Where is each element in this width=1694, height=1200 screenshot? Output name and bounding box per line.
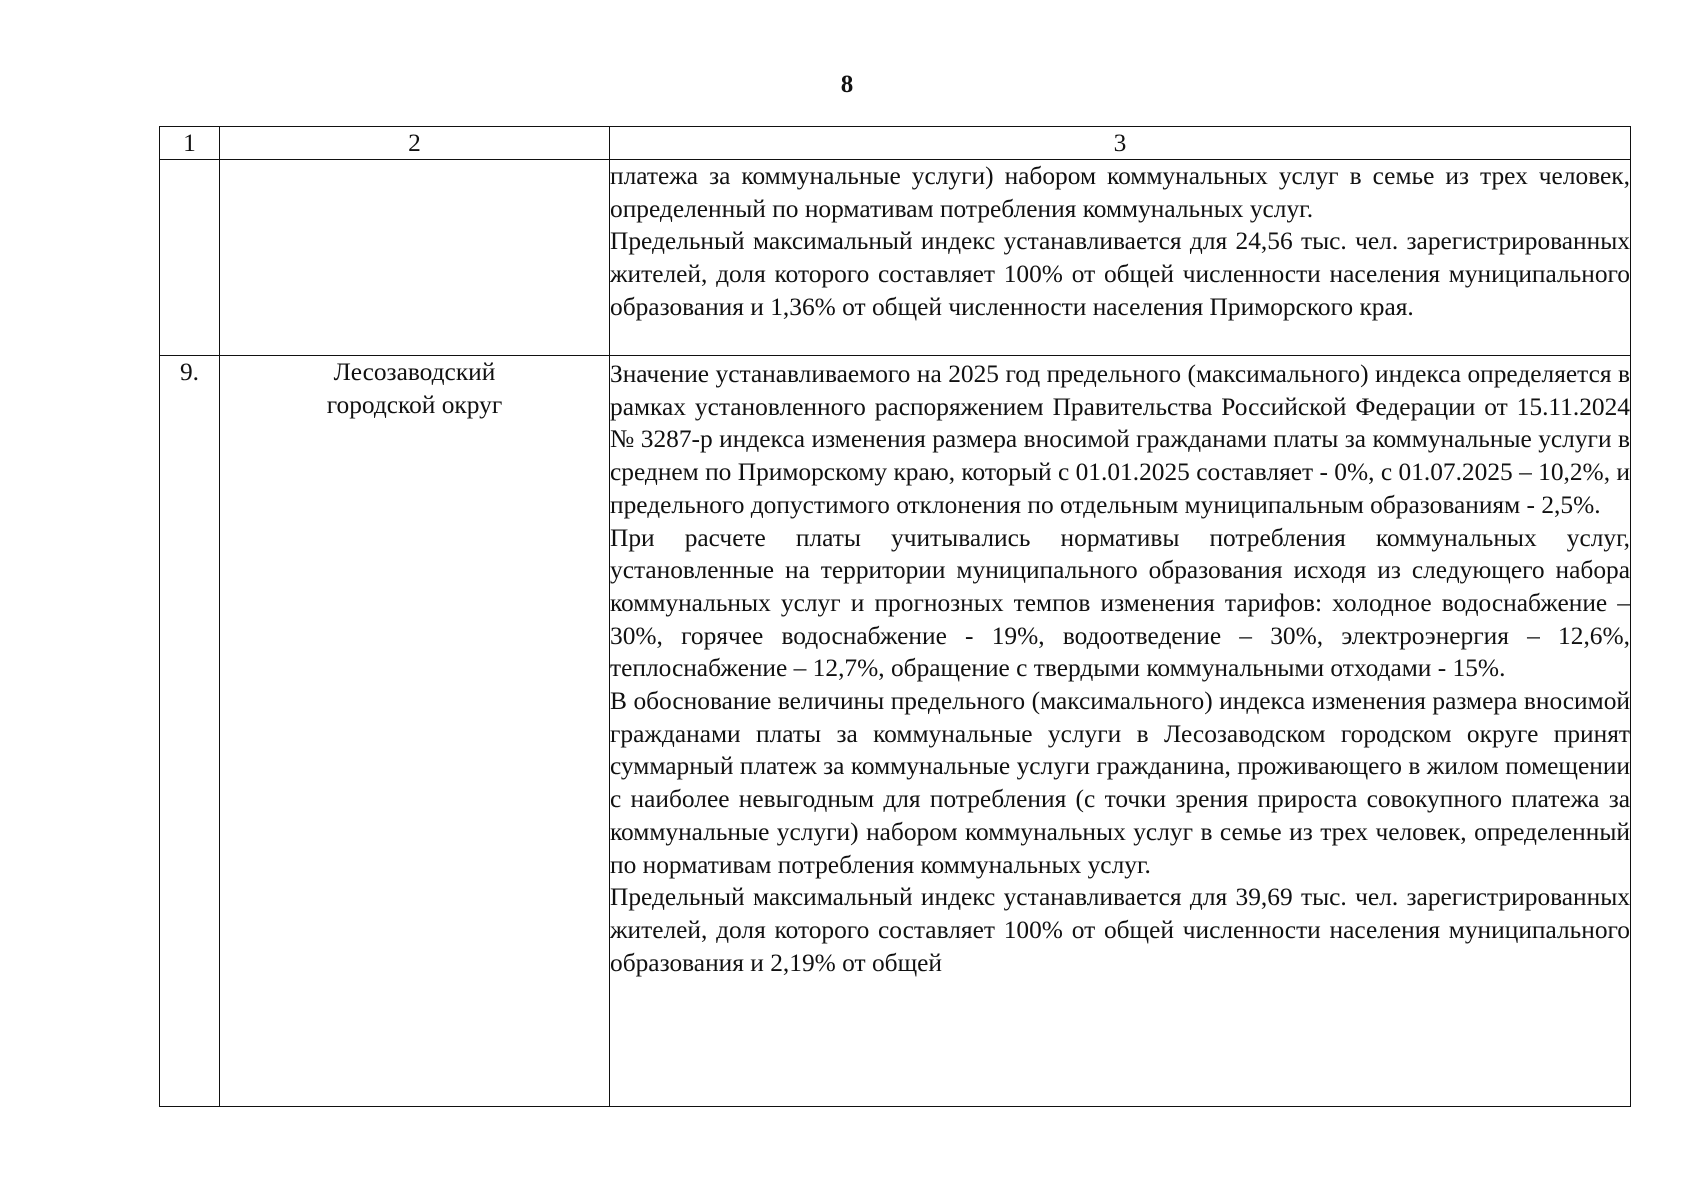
table-header-row	[160, 127, 1631, 160]
description-cell	[610, 160, 1631, 356]
column-header-1: 1	[160, 127, 220, 160]
description-paragraph: В обоснование величины предельного (максимального) индекса изменения размера вносимой гражданами платы за коммунальные услуги в Лесозаводском городском округе принят суммарный платеж за коммунальные услуги гражданина, проживающего в жилом помещении с наиболее невыгодным для потребления (с точки зрения прироста совокупного платежа за коммунальные услуги) набором коммунальных услуг в семье из трех человек, определенный по нормативам потребления коммунальных услуг.	[610, 687, 1630, 879]
municipality-name-cell	[220, 160, 610, 356]
column-header-3: 3	[610, 127, 1631, 160]
row-number-cell: 9.	[160, 356, 220, 1107]
page-number: 8	[840, 71, 854, 98]
description-paragraph: При расчете платы учитывались нормативы потребления коммунальных услуг, установленные на территории муниципального образования исходя из следующего набора коммунальных услуг и прогнозных темпов изменения тарифов: холодное водоснабжение – 30%, горячее водоснабжение - 19%, водоотведение – 30%, электроэнергия – 12,6%, теплоснабжение – 12,7%, обращение с твердыми коммунальными отходами - 15%.	[610, 523, 1630, 683]
description-paragraph: Предельный максимальный индекс устанавливается для 39,69 тыс. чел. зарегистрированных жителей, доля которого составляет 100% от общей численности населения муниципального образования и 2,19% от общей	[610, 883, 1630, 977]
table-row-9	[160, 356, 1631, 1107]
description-paragraph: Значение устанавливаемого на 2025 год предельного (максимального) индекса определяется в рамках установленного распоряжением Правительства Российской Федерации от 15.11.2024 № 3287-р индекса изменения размера вносимой гражданами платы за коммунальные услуги в среднем по Приморскому краю, который с 01.01.2025 составляет - 0%, с 01.07.2025 – 10,2%, и предельного допустимого отклонения по отдельным муниципальным образованиям - 2,5%.	[610, 360, 1630, 519]
description-paragraph: платежа за коммунальные услуги) набором коммунальных услуг в семье из трех человек, определенный по нормативам потребления коммунальных услуг.	[610, 162, 1630, 223]
description-text-block	[610, 358, 1630, 1106]
document-table	[159, 126, 1631, 1107]
row-number-cell	[160, 160, 220, 356]
description-paragraph: Предельный максимальный индекс устанавливается для 24,56 тыс. чел. зарегистрированных жителей, доля которого составляет 100% от общей численности населения муниципального образования и 1,36% от общей численности населения Приморского края.	[610, 227, 1630, 321]
column-header-2: 2	[220, 127, 610, 160]
table-row-continued	[160, 160, 1631, 356]
municipality-name-cell	[220, 356, 610, 1107]
description-cell	[610, 356, 1631, 1107]
municipality-name: Лесозаводский городской округ	[326, 358, 503, 419]
